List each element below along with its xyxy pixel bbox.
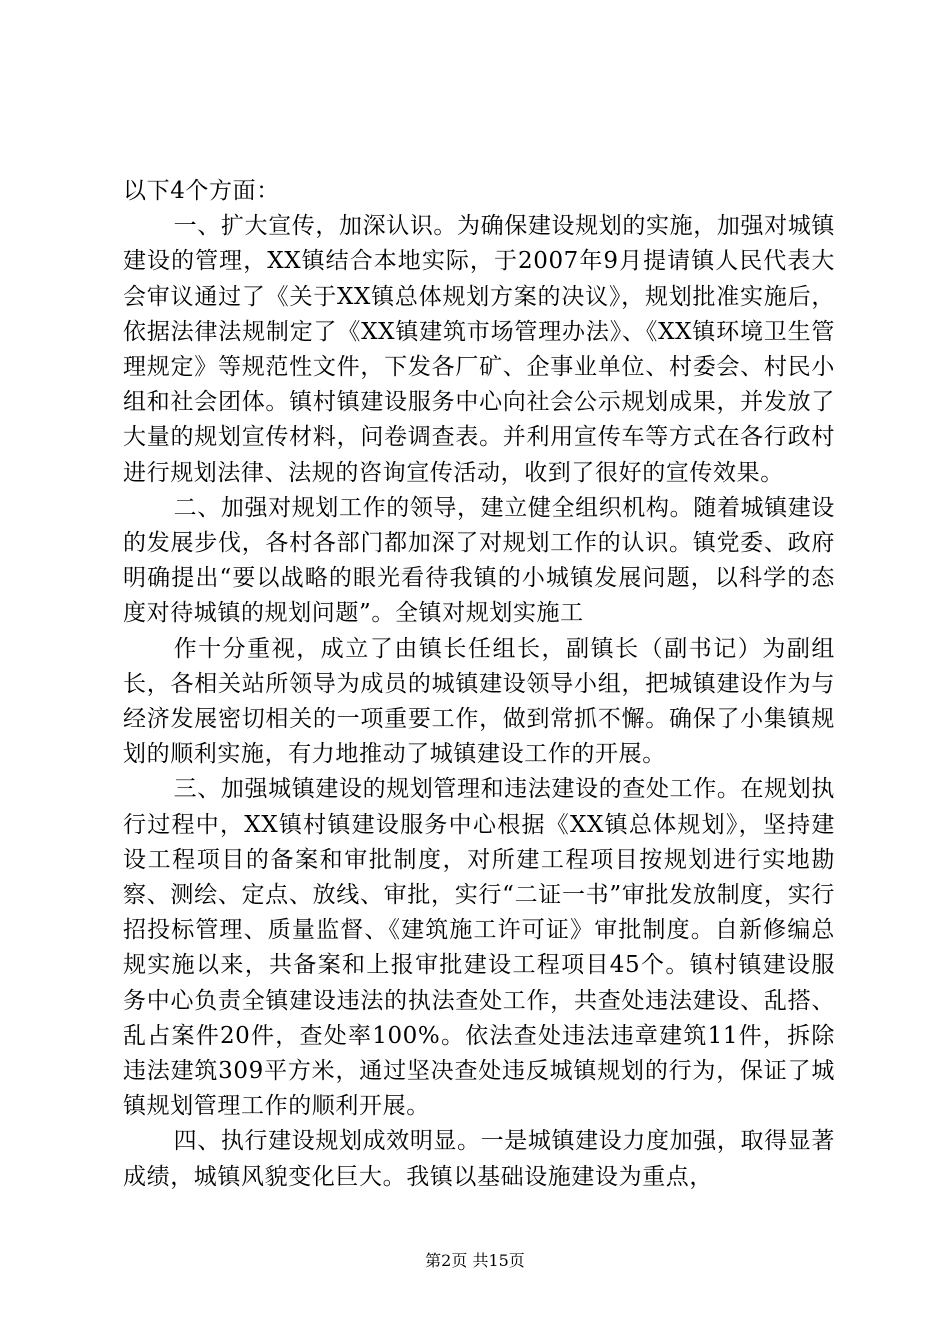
page-number-footer: 第2页 共15页 — [425, 1251, 525, 1270]
document-body — [123, 174, 835, 1195]
paragraph-section-2: 二、加强对规划工作的领导，建立健全组织机构。随着城镇建设的发展步伐，各村各部门都加深了对规划工作的认识。镇党委、政府明确提出“要以战略的眼光看待我镇的小城镇发展问题，以科学的态度对待城镇的规划问题”。全镇对规划实施工 — [123, 494, 835, 627]
paragraph-section-1: 一、扩大宣传，加深认识。为确保建设规划的实施，加强对城镇建设的管理，XX镇结合本地实际，于2007年9月提请镇人民代表大会审议通过了《关于XX镇总体规划方案的决议》，规划批准实施后，依据法律法规制定了《XX镇建筑市场管理办法》、《XX镇环境卫生管理规定》等规范性文件，下发各厂矿、企事业单位、村委会、村民小组和社会团体。镇村镇建设服务中心向社会公示规划成果，并发放了大量的规划宣传材料，问卷调查表。并利用宣传车等方式在各行政村进行规划法律、法规的咨询宣传活动，收到了很好的宣传效果。 — [123, 213, 835, 486]
paragraph-intro: 以下4个方面： — [123, 178, 280, 204]
paragraph-section-3: 三、加强城镇建设的规划管理和违法建设的查处工作。在规划执行过程中，XX镇村镇建设服务中心根据《XX镇总体规划》，坚持建设工程项目的备案和审批制度，对所建工程项目按规划进行实地勘察、测绘、定点、放线、审批，实行“二证一书”审批发放制度，实行招投标管理、质量监督、《建筑施工许可证》审批制度。自新修编总规实施以来，共备案和上报审批建设工程项目45个。镇村镇建设服务中心负责全镇建设违法的执法查处工作，共查处违法建设、乱搭、乱占案件20件，查处率100%。依法查处违法违章建筑11件，拆除违法建筑309平方米，通过坚决查处违反城镇规划的行为，保证了城镇规划管理工作的顺利开展。 — [123, 776, 835, 1120]
paragraph-section-2-continued: 作十分重视，成立了由镇长任组长，副镇长（副书记）为副组长，各相关站所领导为成员的城镇建设领导小组，把城镇建设作为与经济发展密切相关的一项重要工作，做到常抓不懈。确保了小集镇规划的顺利实施，有力地推动了城镇建设工作的开展。 — [123, 635, 835, 768]
paragraph-section-4: 四、执行建设规划成效明显。一是城镇建设力度加强，取得显著成绩，城镇风貌变化巨大。我镇以基础设施建设为重点， — [123, 1128, 835, 1190]
